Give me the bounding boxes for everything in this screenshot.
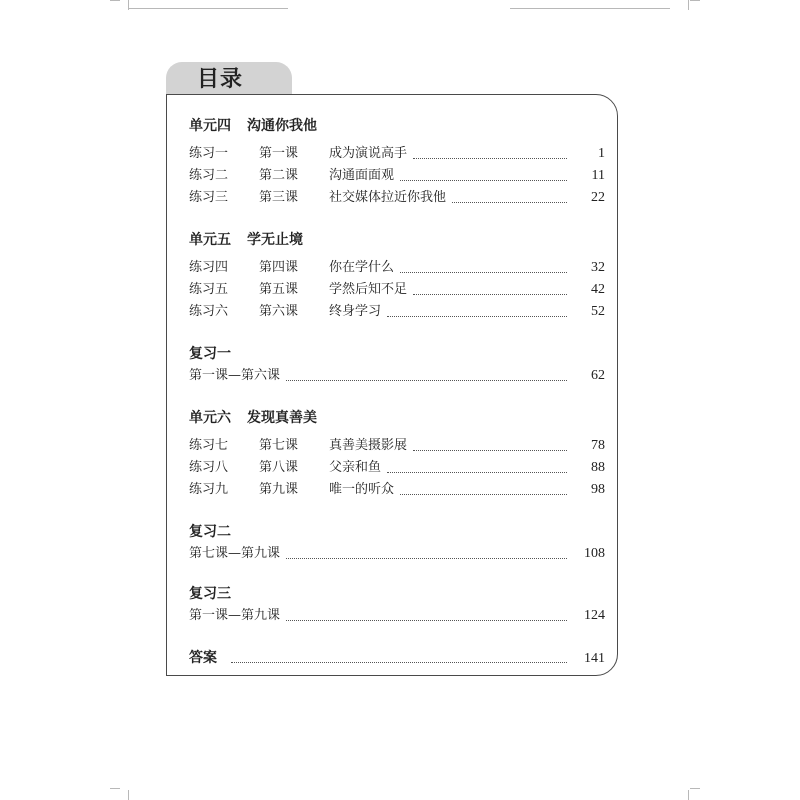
crop-mark: [510, 8, 670, 9]
page-number: 22: [591, 190, 605, 205]
page-number: 124: [584, 608, 605, 623]
unit-label: 单元四: [189, 118, 231, 134]
dot-leader: [286, 380, 567, 381]
toc-entry[interactable]: [189, 189, 605, 207]
toc-entry[interactable]: [189, 437, 605, 455]
exercise-label: 练习八: [189, 460, 229, 475]
review-label: 复习二: [189, 524, 231, 540]
lesson-label: 第一课: [259, 146, 299, 161]
unit-label: 单元五: [189, 232, 231, 248]
entry-range: 第七课—第九课: [189, 546, 281, 561]
lesson-label: 第二课: [259, 168, 299, 183]
dot-leader: [387, 316, 567, 317]
toc-entry[interactable]: [189, 607, 605, 625]
crop-mark: [128, 8, 288, 9]
lesson-label: 第四课: [259, 260, 299, 275]
dot-leader: [286, 620, 567, 621]
page-number: 108: [584, 546, 605, 561]
lesson-label: 第八课: [259, 460, 299, 475]
page-number: 52: [591, 304, 605, 319]
lesson-label: 第九课: [259, 482, 299, 497]
crop-mark: [688, 790, 689, 800]
entry-title: 唯一的听众: [329, 482, 395, 497]
page-number: 88: [591, 460, 605, 475]
crop-mark: [128, 790, 129, 800]
exercise-label: 练习九: [189, 482, 229, 497]
lesson-label: 第六课: [259, 304, 299, 319]
entry-title: 成为演说高手: [329, 146, 408, 161]
toc-entry[interactable]: [189, 459, 605, 477]
dot-leader: [400, 180, 567, 181]
dot-leader: [413, 450, 567, 451]
crop-mark: [110, 788, 120, 789]
dot-leader: [286, 558, 567, 559]
exercise-label: 练习七: [189, 438, 229, 453]
answers-label: 答案: [189, 650, 217, 666]
toc-entry-answers[interactable]: [189, 649, 605, 667]
toc-entry[interactable]: [189, 545, 605, 563]
toc-entry[interactable]: [189, 303, 605, 321]
exercise-label: 练习六: [189, 304, 229, 319]
dot-leader: [452, 202, 567, 203]
dot-leader: [413, 158, 567, 159]
crop-mark: [690, 0, 700, 1]
entry-title: 你在学什么: [329, 260, 395, 275]
toc-entry[interactable]: [189, 145, 605, 163]
entry-title: 真善美摄影展: [329, 438, 408, 453]
toc-entry[interactable]: [189, 367, 605, 385]
toc-entry[interactable]: [189, 281, 605, 299]
unit-title: 发现真善美: [247, 410, 317, 426]
toc-entry[interactable]: [189, 259, 605, 277]
page-number: 42: [591, 282, 605, 297]
toc-entry[interactable]: [189, 481, 605, 499]
unit-heading: [189, 117, 317, 135]
review-heading: [189, 345, 231, 363]
dot-leader: [400, 494, 567, 495]
unit-label: 单元六: [189, 410, 231, 426]
exercise-label: 练习四: [189, 260, 229, 275]
crop-mark: [110, 0, 120, 1]
exercise-label: 练习二: [189, 168, 229, 183]
exercise-label: 练习五: [189, 282, 229, 297]
review-heading: [189, 523, 231, 541]
toc-entry[interactable]: [189, 167, 605, 185]
entry-title: 父亲和鱼: [329, 460, 382, 475]
page-number: 78: [591, 438, 605, 453]
page-title: 目录: [197, 66, 244, 92]
dot-leader: [387, 472, 567, 473]
page-number: 11: [591, 168, 605, 183]
exercise-label: 练习三: [189, 190, 229, 205]
page-number: 1: [598, 146, 605, 161]
page-number: 141: [584, 651, 605, 666]
unit-heading: [189, 409, 317, 427]
unit-heading: [189, 231, 303, 249]
lesson-label: 第五课: [259, 282, 299, 297]
review-heading: [189, 585, 231, 603]
unit-title: 沟通你我他: [247, 118, 317, 134]
page-number: 62: [591, 368, 605, 383]
page-number: 32: [591, 260, 605, 275]
entry-range: 第一课—第九课: [189, 608, 281, 623]
lesson-label: 第七课: [259, 438, 299, 453]
review-label: 复习一: [189, 346, 231, 362]
dot-leader: [413, 294, 567, 295]
entry-title: 终身学习: [329, 304, 382, 319]
unit-title: 学无止境: [247, 232, 303, 248]
exercise-label: 练习一: [189, 146, 229, 161]
entry-range: 第一课—第六课: [189, 368, 281, 383]
lesson-label: 第三课: [259, 190, 299, 205]
page-number: 98: [591, 482, 605, 497]
dot-leader: [400, 272, 567, 273]
entry-title: 沟通面面观: [329, 168, 395, 183]
crop-mark: [688, 0, 689, 10]
dot-leader: [231, 662, 567, 663]
review-label: 复习三: [189, 586, 231, 602]
entry-title: 社交媒体拉近你我他: [329, 190, 447, 205]
crop-mark: [690, 788, 700, 789]
entry-title: 学然后知不足: [329, 282, 408, 297]
